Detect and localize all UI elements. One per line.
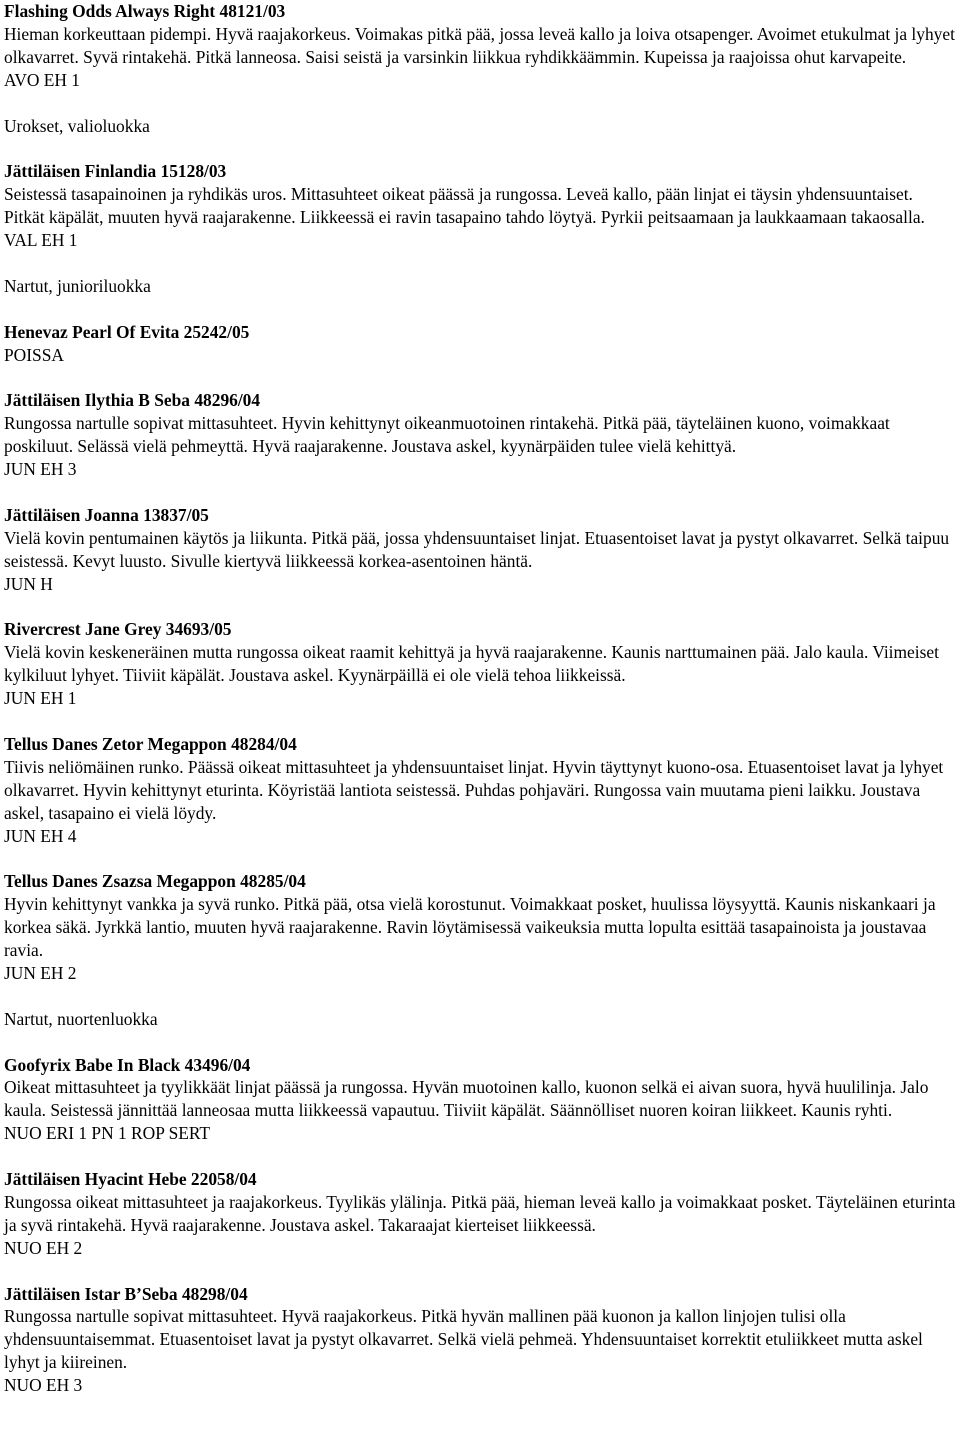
dog-title: Tellus Danes Zetor Megappon 48284/04 — [4, 733, 297, 754]
spacer — [4, 1145, 956, 1168]
dog-description: Tiivis neliömäinen runko. Päässä oikeat mittasuhteet ja yhdensuuntaiset linjat. Hyvin täyttynyt kuono-osa. Etuasentoiset lavat ja lyhyet olkavarret. Hyvin kehittynyt eturinta. Köyristää lantiota seistessä. Puhdas pohjaväri. Rungossa vain muutama pieni laikku. Joustava askel, tasapaino ei vielä löydy. — [4, 756, 944, 823]
spacer — [4, 847, 956, 870]
spacer — [4, 710, 956, 733]
entry-6 — [4, 618, 956, 710]
dog-title: Jättiläisen Istar B’Seba 48298/04 — [4, 1283, 248, 1304]
dog-description: Oikeat mittasuhteet ja tyylikkäät linjat päässä ja rungossa. Hyvän muotoinen kallo, kuonon selkä ei aivan suora, hyvä huulilinja. Jalo kaula. Seistessä jännittää lanneosaa mutta liikkeessä vapautuu. Tiiviit käpälät. Säännölliset nuoren koiran liikkeet. Kaunis ryhti. — [4, 1077, 929, 1121]
dog-title: Flashing Odds Always Right 48121/03 — [4, 1, 286, 21]
dog-description: Vielä kovin pentumainen käytös ja liikunta. Pitkä pää, jossa yhdensuuntaiset linjat. Etuasentoiset lavat ja pystyt olkavarret. Selkä taipuu seistessä. Kevyt luusto. Sivulle kiertyvä liikkeessä korkea-asentoinen häntä. — [4, 527, 950, 571]
spacer — [4, 595, 956, 618]
dog-title: Jättiläisen Ilythia B Seba 48296/04 — [4, 390, 261, 411]
dog-title: Jättiläisen Joanna 13837/05 — [4, 504, 209, 525]
dog-result: JUN EH 1 — [4, 688, 77, 709]
class-heading: Urokset, valioluokka — [4, 115, 150, 136]
entry-3 — [4, 321, 956, 367]
dog-result: AVO EH 1 — [4, 69, 81, 90]
dog-description: Rungossa nartulle sopivat mittasuhteet. Hyvä raajakorkeus. Pitkä hyvän mallinen pää kuonon ja kallon linjojen tulisi olla yhdensuuntaisemmat. Etuasentoiset lavat ja pystyt olkavarret. Selkä vielä pehmeä. Yhdensuuntaiset korrektit etuliikkeet mutta askel lyhyt ja kiireinen. — [4, 1306, 923, 1373]
dog-title: Goofyrix Babe In Black 43496/04 — [4, 1054, 251, 1075]
dog-title: Jättiläisen Hyacint Hebe 22058/04 — [4, 1169, 257, 1190]
dog-result: NUO EH 2 — [4, 1237, 83, 1258]
entry-2 — [4, 160, 956, 252]
dog-description: Seistessä tasapainoinen ja ryhdikäs uros. Mittasuhteet oikeat päässä ja rungossa. Leveä kallo, pään linjat ei täysin yhdensuuntaiset. Pitkät käpälät, muuten hyvä raajarakenne. Liikkeessä ei ravin tasapaino tahdo löytyä. Pyrkii peitsaamaan ja laukkaamaan takaosalla. — [4, 184, 925, 228]
entry-8 — [4, 870, 956, 985]
dog-result: POISSA — [4, 344, 64, 365]
dog-description: Hieman korkeuttaan pidempi. Hyvä raajakorkeus. Voimakas pitkä pää, jossa leveä kallo ja loiva otsapenger. Avoimet etukulmat ja lyhyet olkavarret. Syvä rintakehä. Pitkä lanneosa. Saisi seistä ja varsinkin liikkua ryhdikkäämmin. Kupeissa ja raajoissa ohut karvapeite. — [4, 23, 955, 67]
spacer — [4, 366, 956, 389]
dog-title: Rivercrest Jane Grey 34693/05 — [4, 619, 232, 640]
entry-5 — [4, 504, 956, 596]
dog-result: VAL EH 1 — [4, 230, 78, 251]
dog-title: Jättiläisen Finlandia 15128/03 — [4, 161, 227, 182]
entry-9 — [4, 1054, 956, 1146]
dog-description: Rungossa nartulle sopivat mittasuhteet. Hyvin kehittynyt oikeanmuotoinen rintakehä. Pitkä pää, täyteläinen kuono, voimakkaat poskiluut. Selässä vielä pehmeyttä. Hyvä raajarakenne. Joustava askel, kyynärpäiden tulee vielä kehittyä. — [4, 413, 890, 457]
dog-result: JUN EH 3 — [4, 459, 77, 480]
entry-11 — [4, 1283, 956, 1398]
dog-description: Hyvin kehittynyt vankka ja syvä runko. Pitkä pää, otsa vielä korostunut. Voimakkaat posket, huulissa löysyyttä. Kaunis niskankaari ja korkea säkä. Jyrkkä lantio, muuten hyvä raajarakenne. Ravin löytämisessä vaikeuksia mutta lopulta esittää tasapainoista ja joustavaa ravia. — [4, 894, 936, 961]
dog-description: Vielä kovin keskeneräinen mutta rungossa oikeat raamit kehittyä ja hyvä raajarakenne. Kaunis narttumainen pää. Jalo kaula. Viimeiset kylkiluut lyhyet. Tiiviit käpälät. Joustava askel. Kyynärpäillä ei ole vielä tehoa liikkeissä. — [4, 642, 939, 686]
class-heading: Nartut, junioriluokka — [4, 275, 151, 296]
entry-10 — [4, 1168, 956, 1260]
dog-description: Rungossa oikeat mittasuhteet ja raajakorkeus. Tyylikäs ylälinja. Pitkä pää, hieman leveä kallo ja voimakkaat posket. Täyteläinen eturinta ja syvä rintakehä. Hyvä raajarakenne. Joustava askel. Takaraajat kierteiset liikkeessä. — [4, 1191, 956, 1235]
dog-result: NUO EH 3 — [4, 1375, 83, 1396]
entry-7 — [4, 733, 956, 848]
class-heading: Nartut, nuortenluokka — [4, 1008, 158, 1029]
entry-4 — [4, 389, 956, 481]
dog-result: JUN EH 2 — [4, 962, 77, 983]
entry-1 — [4, 0, 956, 92]
spacer — [4, 1260, 956, 1283]
dog-result: JUN EH 4 — [4, 825, 77, 846]
dog-result: JUN H — [4, 573, 53, 594]
dog-title: Tellus Danes Zsazsa Megappon 48285/04 — [4, 871, 306, 892]
dog-title: Henevaz Pearl Of Evita 25242/05 — [4, 321, 250, 342]
dog-result: NUO ERI 1 PN 1 ROP SERT — [4, 1123, 211, 1144]
spacer — [4, 481, 956, 504]
